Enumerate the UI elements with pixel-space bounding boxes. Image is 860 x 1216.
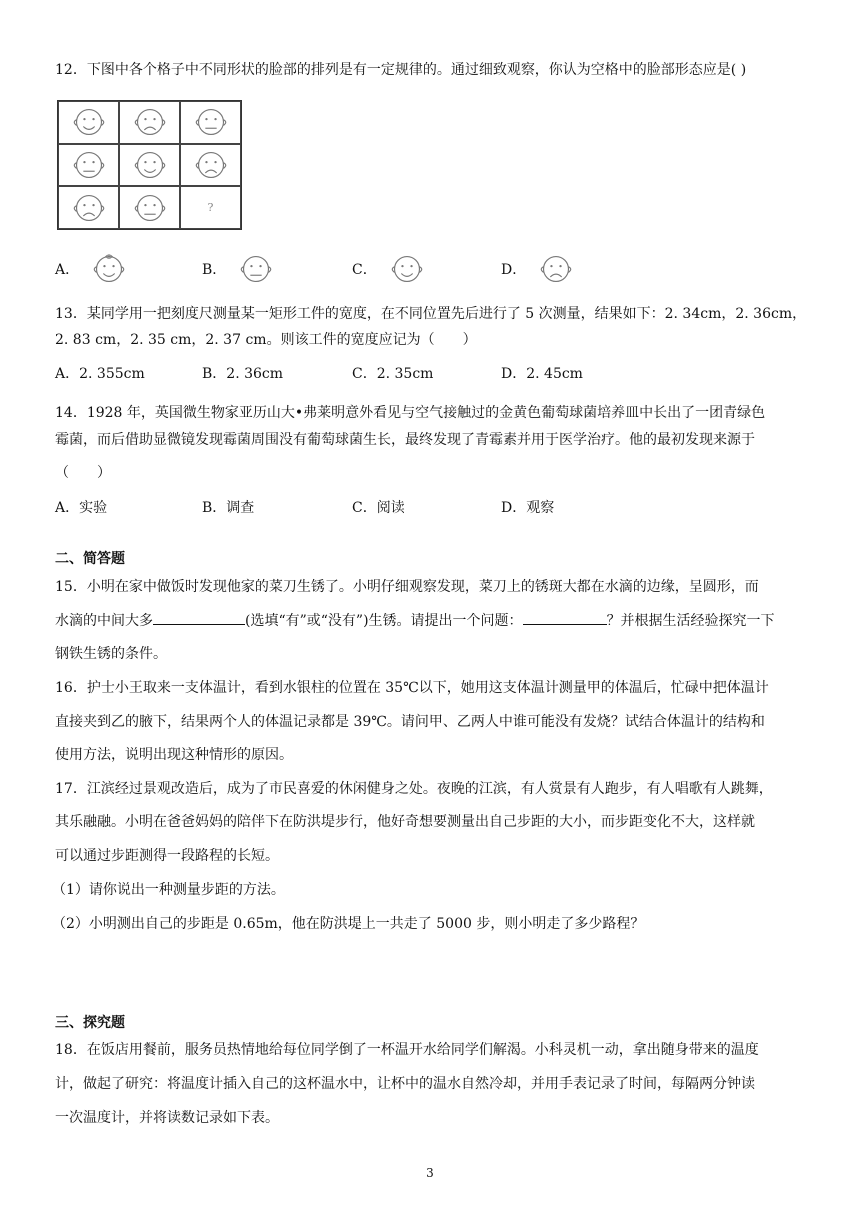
q17-line1: 17．江滨经过景观改造后，成为了市民喜爱的休闲健身之处。夜晚的江滨，有人赏景有人跑步，有人唱歌有人跳舞， <box>55 781 773 797</box>
smile-face-icon <box>385 252 429 286</box>
q15-line2-part1: 水滴的中间大多 <box>55 613 153 629</box>
neutral-face-icon <box>119 186 180 229</box>
q15-line1: 15．小明在家中做饭时发现他家的菜刀生锈了。小明仔细观察发现，菜刀上的锈斑大都在水滴的边缘，呈圆形，而 <box>55 579 759 595</box>
q16-line1: 16．护士小王取来一支体温计，看到水银柱的位置在 35℃以下，她用这支体温计测量甲的体温后，忙碌中把体温计 <box>55 680 769 696</box>
q14-option-c[interactable]: C．阅读 <box>352 500 405 516</box>
q12-option-b[interactable] <box>202 252 278 286</box>
q13-option-b[interactable]: B．2. 36cm <box>202 366 284 382</box>
section-title-inquiry: 三、探究题 <box>55 1015 125 1031</box>
q18-line2: 计，做起了研究：将温度计插入自己的这杯温水中，让杯中的温水自然冷却，并用手表记录了时间，每隔两分钟读 <box>55 1076 755 1092</box>
q18-line1: 18．在饭店用餐前，服务员热情地给每位同学倒了一杯温开水给同学们解渴。小科灵机一动，拿出随身带来的温度 <box>55 1042 759 1058</box>
q12-option-d[interactable] <box>501 252 578 286</box>
question-mark: ? <box>207 201 214 215</box>
q15-line2 <box>55 610 775 631</box>
neutral-face-icon <box>234 252 278 286</box>
q14-option-d[interactable]: D．观察 <box>501 500 555 516</box>
q13-option-a[interactable]: A．2. 355cm <box>55 366 145 382</box>
blank-cell <box>180 186 241 229</box>
sad-face-icon <box>180 144 241 187</box>
option-label: D． <box>501 262 527 278</box>
smile-face-icon <box>58 101 119 144</box>
q13-line2: 2. 83 cm，2. 35 cm，2. 37 cm。则该工件的宽度应记为（ ） <box>55 332 477 348</box>
neutral-face-icon <box>58 144 119 187</box>
option-label: C． <box>352 262 377 278</box>
q12-option-c[interactable] <box>352 252 429 286</box>
q13-option-d[interactable]: D．2. 45cm <box>501 366 583 382</box>
q17-line3: 可以通过步距测得一段路程的长短。 <box>55 848 279 864</box>
smile-face-icon <box>119 144 180 187</box>
q18-line3: 一次温度计，并将读数记录如下表。 <box>55 1110 279 1126</box>
q14-line2: 霉菌，而后借助显微镜发现霉菌周围没有葡萄球菌生长，最终发现了青霉素并用于医学治疗。他的最初发现来源于 <box>55 432 755 448</box>
q13-line1: 13．某同学用一把刻度尺测量某一矩形工件的宽度，在不同位置先后进行了 5 次测量，结果如下：2. 34cm，2. 36cm， <box>55 306 807 322</box>
q15-line2-part3: ？并根据生活经验探究一下 <box>606 613 775 629</box>
q12-option-a[interactable] <box>55 252 131 286</box>
q15-answer-blank-2[interactable] <box>523 610 607 625</box>
q16-line3: 使用方法，说明出现这种情形的原因。 <box>55 747 293 763</box>
option-label: A． <box>55 262 80 278</box>
page-number: 3 <box>426 1166 434 1180</box>
neutral-face-icon <box>180 101 241 144</box>
face-grid <box>57 100 242 230</box>
sad-face-icon <box>534 252 578 286</box>
q16-line2: 直接夹到乙的腋下，结果两个人的体温记录都是 39℃。请问甲、乙两人中谁可能没有发烧？试结合体温计的结构和 <box>55 714 765 730</box>
option-label: B． <box>202 262 227 278</box>
q15-line2-part2: (选填“有”或“没有”)生锈。请提出一个问题： <box>245 613 523 629</box>
section-title-short-answer: 二、简答题 <box>55 551 125 567</box>
q17-sub1: （1）请你说出一种测量步距的方法。 <box>52 882 285 898</box>
smile-bow-face-icon <box>87 252 131 286</box>
sad-face-icon <box>119 101 180 144</box>
q17-sub2: （2）小明测出自己的步距是 0.65m，他在防洪堤上一共走了 5000 步，则小明走了多少路程？ <box>52 916 645 932</box>
q14-line1: 14．1928 年，英国微生物家亚历山大•弗莱明意外看见与空气接触过的金黄色葡萄球菌培养皿中长出了一团青绿色 <box>55 405 766 421</box>
q13-option-c[interactable]: C．2. 35cm <box>352 366 434 382</box>
q14-line3: （ ） <box>55 465 111 481</box>
q15-line3: 钢铁生锈的条件。 <box>55 646 167 662</box>
sad-face-icon <box>58 186 119 229</box>
q12-text: 12．下图中各个格子中不同形状的脸部的排列是有一定规律的。通过细致观察，你认为空格中的脸部形态应是( ) <box>55 62 747 78</box>
q14-option-b[interactable]: B．调查 <box>202 500 255 516</box>
q15-answer-blank-1[interactable] <box>153 610 245 625</box>
q17-line2: 其乐融融。小明在爸爸妈妈的陪伴下在防洪堤步行，他好奇想要测量出自己步距的大小，而步距变化不大，这样就 <box>55 814 755 830</box>
q14-option-a[interactable]: A．实验 <box>55 500 108 516</box>
